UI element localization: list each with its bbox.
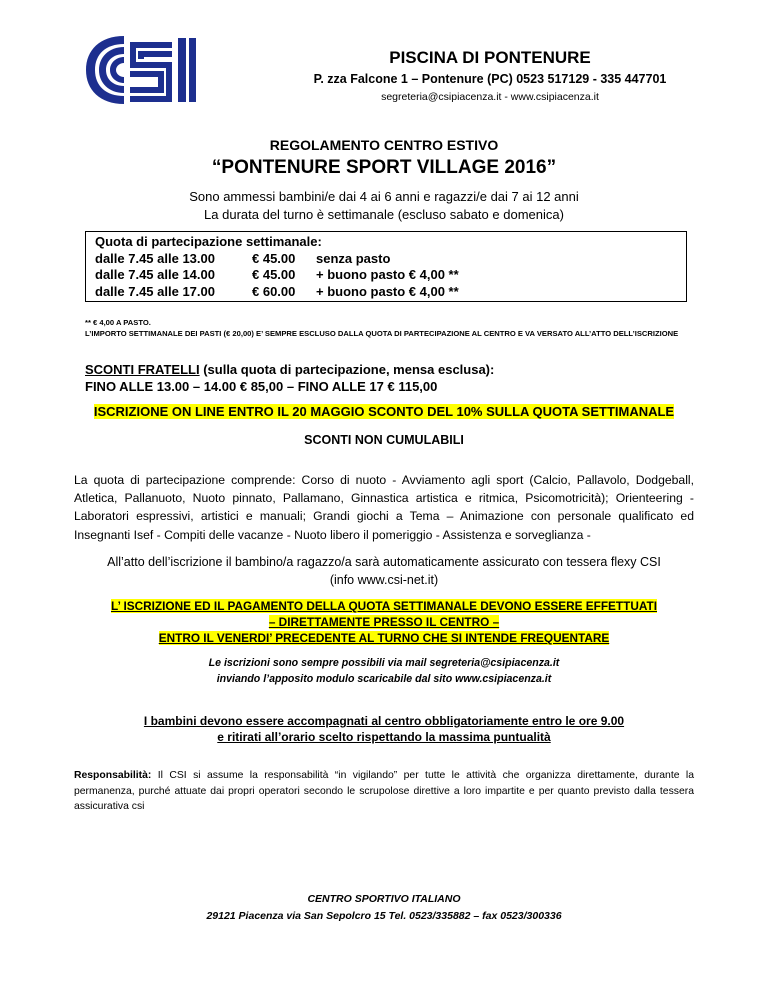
pool-address: P. zza Falcone 1 – Pontenure (PC) 0523 517129 - 335 447701 [313,72,667,86]
footer [0,891,768,925]
csi-logo [80,32,202,107]
intro-line-2: La durata del turno è settimanale (escluso sabato e domenica) [204,207,564,222]
quota-time: dalle 7.45 alle 17.00 [95,283,215,299]
quota-time: dalle 7.45 alle 13.00 [95,250,215,266]
bambini-line-2: e ritirati all’orario scelto rispettando la massima puntualità [217,729,551,744]
sconti-label: SCONTI FRATELLI [85,362,200,377]
iscrizione-mail [0,655,768,687]
iscrizione-mail-line-1: Le iscrizioni sono sempre possibili via mail segreteria@csipiacenza.it [208,657,560,669]
responsabilita-text: Il CSI si assume la responsabilità “in vigilando” per tutte le attività che organizza direttamente, durante la permanenza, purché attuate dai propri operatori secondo le scrupolose direttive a loro impartite e per quanto previsto dalla tessera assicurativa csi [74,770,694,812]
bambini-orari [0,714,768,745]
quota-row [95,267,677,284]
quota-note: + buono pasto € 4,00 ** [316,283,459,299]
pool-title: PISCINA DI PONTENURE [389,48,591,67]
quota-time: dalle 7.45 alle 14.00 [95,267,215,282]
responsabilita [74,768,694,815]
regolamento-heading: REGOLAMENTO CENTRO ESTIVO [269,137,499,153]
online-discount-text: ISCRIZIONE ON LINE ENTRO IL 20 MAGGIO SCONTO DEL 10% SULLA QUOTA SETTIMANALE [93,404,675,419]
event-title: “PONTENURE SPORT VILLAGE 2016” [211,157,557,178]
sconti-prices: FINO ALLE 13.00 – 14.00 € 85,00 – FINO ALLE 17 € 115,00 [85,379,438,394]
quota-row [95,284,677,301]
footer-address: 29121 Piacenza via San Sepolcro 15 Tel. 0523/335882 – fax 0523/300336 [206,910,562,922]
responsabilita-label: Responsabilità: [74,770,152,781]
iscrizione-mail-line-2: inviando l’apposito modulo scaricabile dal sito www.csipiacenza.it [216,673,552,685]
iscrizione-notice [0,598,768,646]
quota-price: € 45.00 [252,250,296,266]
sconti-label-rest: (sulla quota di partecipazione, mensa esclusa): [199,362,495,377]
online-discount [0,404,768,419]
intro-line-1: Sono ammessi bambini/e dai 4 ai 6 anni e ragazzi/e dai 7 ai 12 anni [189,189,579,204]
pasto-note [85,317,725,339]
quota-row [95,251,677,268]
assicurazione-line-1: All’atto dell’iscrizione il bambino/a ragazzo/a sarà automaticamente assicurato con tessera flexy CSI [107,555,661,569]
quota-note: + buono pasto € 4,00 ** [316,267,459,282]
quota-comprende: La quota di partecipazione comprende: Corso di nuoto - Avviamento agli sport (Calcio, Pallavolo, Dodgeball, Atletica, Pallanuoto, Nuoto pinnato, Pallamano, Ginnastica artistica e ritmica, Psicomotricità); Orienteering - Laboratori espressivi, artistici e manuali; Grandi giochi a Tema – Animazione con personale qualificato ed Insegnanti Isef - Compiti delle vacanze - Nuoto libero il pomeriggio - Assistenza e sorveglianza - [74,473,694,542]
iscrizione-line-2: – DIRETTAMENTE PRESSO IL CENTRO – [268,615,500,629]
pool-contacts: segreteria@csipiacenza.it - www.csipiacenza.it [381,91,599,103]
quota-price: € 60.00 [252,283,296,299]
iscrizione-line-1: L’ ISCRIZIONE ED IL PAGAMENTO DELLA QUOTA SETTIMANALE DEVONO ESSERE EFFETTUATI [111,599,657,613]
pasto-note-line-1: ** € 4,00 A PASTO. [85,318,151,327]
assicurazione-line-2: (info www.csi-net.it) [329,573,439,587]
quota-box [85,231,687,302]
quota-price: € 45.00 [252,267,296,282]
footer-org: CENTRO SPORTIVO ITALIANO [307,893,461,905]
assicurazione [0,553,768,589]
sconti-fratelli [85,361,705,395]
bambini-line-1: I bambini devono essere accompagnati al centro obbligatoriamente entro le ore 9.00 [143,714,625,728]
quota-heading: Quota di partecipazione settimanale: [95,234,322,249]
sconti-non-cumulabili: SCONTI NON CUMULABILI [304,433,464,447]
intro [0,188,768,224]
pasto-note-line-2: L’IMPORTO SETTIMANALE DEI PASTI (€ 20,00) E’ SEMPRE ESCLUSO DALLA QUOTA DI PARTECIPAZIONE AL CENTRO E VA VERSATO ALL’ATTO DELL’ISCRIZIONE [85,329,679,338]
iscrizione-line-3: ENTRO IL VENERDI’ PRECEDENTE AL TURNO CHE SI INTENDE FREQUENTARE [158,631,610,645]
quota-note: senza pasto [316,250,391,266]
